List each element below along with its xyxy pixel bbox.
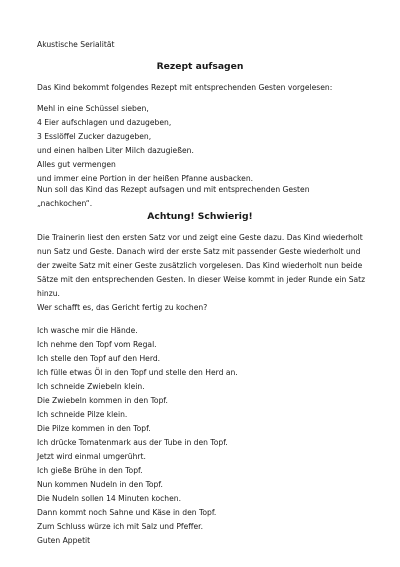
recipe-line: und einen halben Liter Milch dazugießen. [37,146,194,155]
step-line: Guten Appetit [37,536,91,545]
step-line: Ich stelle den Topf auf den Herd. [37,354,161,363]
recipe-task: Nun soll das Kind das Rezept aufsagen und mit entsprechenden Gesten „nachkochen“. [37,185,310,208]
description-line: der zweite Satz mit einer Geste zusätzlich vorgelesen. Das Kind wiederholt nun beide [37,261,363,270]
step-line: Die Zwiebeln kommen in den Topf. [37,396,168,405]
cooking-steps-list [37,324,367,548]
step-line: Ich gieße Brühe in den Topf. [37,466,143,475]
recipe-line: Mehl in eine Schüssel sieben, [37,104,149,113]
recipe-intro: Das Kind bekommt folgendes Rezept mit entsprechenden Gesten vorgelesen: [37,83,333,92]
recipe-line: 3 Esslöffel Zucker dazugeben, [37,132,152,141]
description-line: Wer schafft es, das Gericht fertig zu kochen? [37,303,208,312]
recipe-line: Alles gut vermengen [37,160,116,169]
description-line: nun Satz und Geste. Danach wird der erste Satz mit passender Geste wiederholt und [37,247,361,256]
challenge-description [37,231,367,315]
document-header: Akustische Serialität [37,40,115,49]
step-line: Ich wasche mir die Hände. [37,326,138,335]
step-line: Ich schneide Pilze klein. [37,410,128,419]
section-title-challenge: Achtung! Schwierig! [147,211,253,222]
recipe-list [37,102,367,186]
recipe-line: 4 Eier aufschlagen und dazugeben, [37,118,172,127]
section-title-recipe: Rezept aufsagen [156,61,244,72]
step-line: Zum Schluss würze ich mit Salz und Pfeffer. [37,522,204,531]
step-line: Ich fülle etwas Öl in den Topf und stelle den Herd an. [37,368,238,377]
step-line: Ich schneide Zwiebeln klein. [37,382,145,391]
step-line: Die Pilze kommen in den Topf. [37,424,151,433]
recipe-line: und immer eine Portion in der heißen Pfanne ausbacken. [37,174,254,183]
description-line: Sätze mit den entsprechenden Gesten. In dieser Weise kommt in jeder Runde ein Satz [37,275,366,284]
step-line: Jetzt wird einmal umgerührt. [37,452,146,461]
step-line: Nun kommen Nudeln in den Topf. [37,480,163,489]
description-line: hinzu. [37,289,60,298]
step-line: Ich drücke Tomatenmark aus der Tube in den Topf. [37,438,228,447]
step-line: Dann kommt noch Sahne und Käse in den Topf. [37,508,217,517]
description-line: Die Trainerin liest den ersten Satz vor und zeigt eine Geste dazu. Das Kind wiederholt [37,233,363,242]
step-line: Ich nehme den Topf vom Regal. [37,340,157,349]
step-line: Die Nudeln sollen 14 Minuten kochen. [37,494,181,503]
